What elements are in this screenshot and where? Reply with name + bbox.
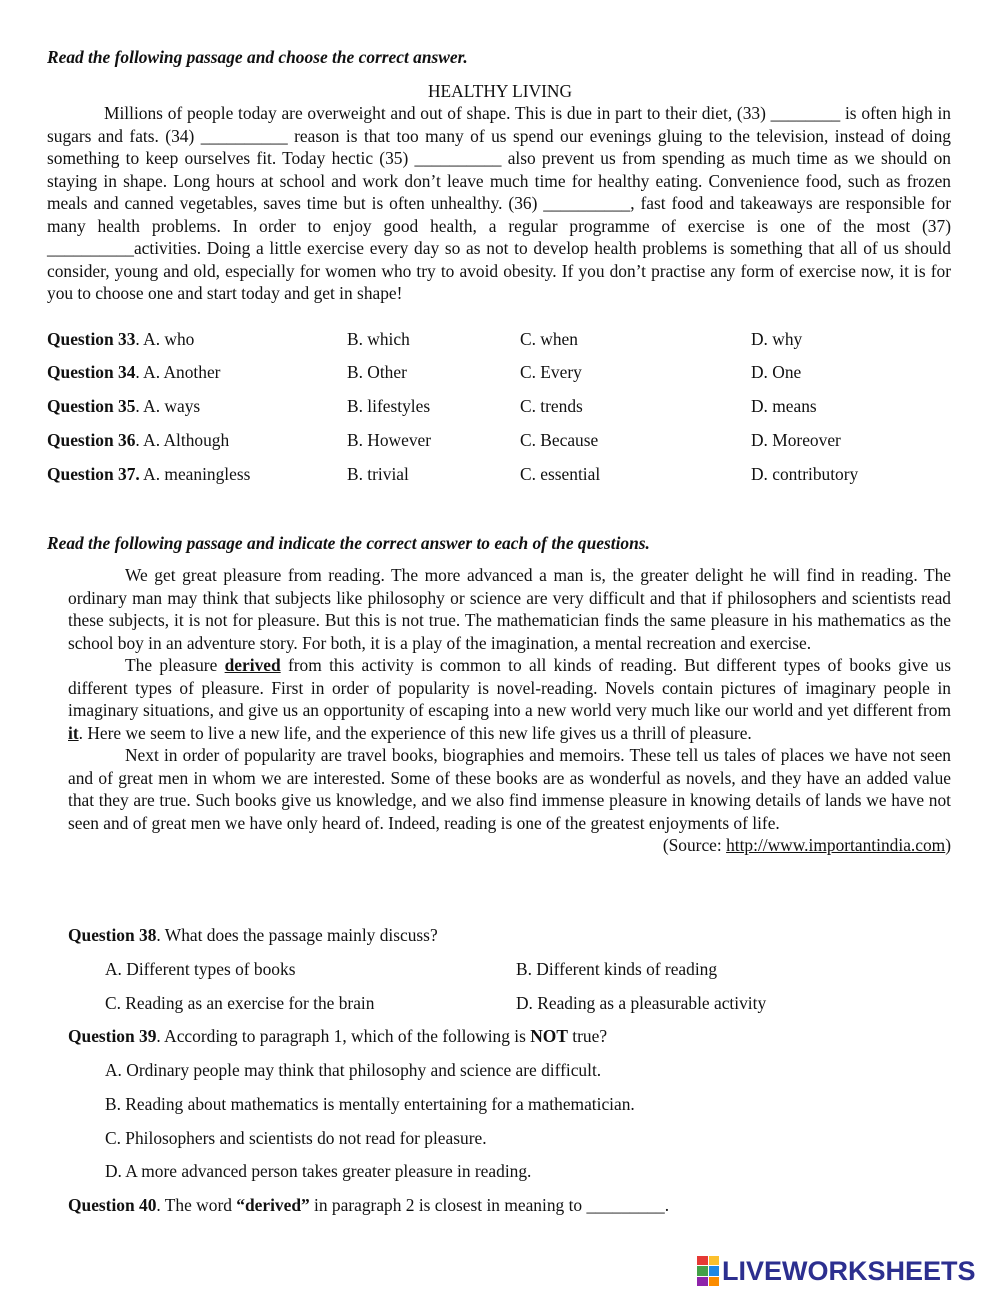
question-label: Question 37. xyxy=(47,464,140,484)
question-label: Question 33 xyxy=(47,329,136,349)
option-a[interactable]: A. Although xyxy=(143,430,230,450)
question-label: Question 36 xyxy=(47,430,136,450)
logo-text: LIVEWORKSHEETS xyxy=(722,1256,976,1286)
question-36: Question 36. A. Although B. However C. Because D. Moreover xyxy=(47,430,841,450)
option-d[interactable]: D. Moreover xyxy=(751,430,841,450)
section1-instruction: Read the following passage and choose the correct answer. xyxy=(47,47,468,67)
option-a[interactable]: A. who xyxy=(143,329,195,349)
q39-option-a[interactable]: A. Ordinary people may think that philosophy and science are difficult. xyxy=(105,1060,602,1080)
paragraph-3: Next in order of popularity are travel books, biographies and memoirs. These tell us tales of places we have not seen and of great men in whom we are interested. Some of these books are as wonderful as novels, and they have an added value that they are true. Such books give us knowledge, and we also find immense pleasure in knowing details of lands we have not seen and of great men we have only heard of. Indeed, reading is one of the greatest enjoyments of life. xyxy=(68,745,951,833)
question-37 xyxy=(0,463,1000,487)
section2-instruction: Read the following passage and indicate the correct answer to each of the questions. xyxy=(47,533,650,553)
question-39: Question 39. According to paragraph 1, which of the following is NOT true? xyxy=(68,1026,608,1046)
underlined-word-derived: derived xyxy=(224,655,281,675)
option-d[interactable]: D. means xyxy=(751,396,817,416)
question-40: Question 40. The word “derived” in paragraph 2 is closest in meaning to _________. xyxy=(68,1195,670,1215)
passage-healthy-living xyxy=(47,102,951,305)
option-c[interactable]: C. Every xyxy=(520,362,582,382)
option-d[interactable]: D. why xyxy=(751,329,803,349)
question-label: Question 38 xyxy=(68,925,157,945)
option-a[interactable]: A. Another xyxy=(143,362,221,382)
passage-text: Millions of people today are overweight and out of shape. This is due in part to their diet, (33) ________ is often high in sugars and fats. (34) __________ reason is that too many of us spend our evenings gluing to the television, instead of doing something to keep ourselves fit. Today hectic (35) __________ also prevent us from spending as much time as we should on staying in shape. Long hours at school and work don’t leave much time for healthy eating. Convenience food, such as frozen meals and canned vegetables, saves time but is often unhealthy. (36) __________, fast food and takeaways are responsible for many health problems. In order to enjoy good health, a regular programme of exercise is one of the most (37) __________activities. Doing a little exercise every day so as not to develop health problems is something that all of us should consider, young and old, especially for women who try to avoid obesity. If you don’t practise any form of exercise now, it is for you to choose one and start today and get in shape! xyxy=(47,103,951,303)
option-d[interactable]: D. contributory xyxy=(751,464,859,484)
question-label: Question 40 xyxy=(68,1195,157,1215)
question-34: Question 34. A. Another B. Other C. Every D. One xyxy=(47,362,802,382)
passage-title: HEALTHY LIVING xyxy=(427,81,573,101)
paragraph-2: The pleasure derived from this activity is common to all kinds of reading. But different types of books give us different types of pleasure. First in order of popularity is novel-reading. Novels contain pictures of imaginary people in imaginary situations, and give us an opportunity of escaping into a new world very much like our world and yet different from it. Here we seem to live a new life, and the experience of this new life gives us a thrill of pleasure. xyxy=(68,655,952,743)
q38-option-a[interactable]: A. Different types of books xyxy=(105,959,296,979)
question-label: Question 39 xyxy=(68,1026,157,1046)
option-a[interactable]: A. ways xyxy=(143,396,201,416)
question-label: Question 35 xyxy=(47,396,136,416)
q38-option-b[interactable]: B. Different kinds of reading xyxy=(516,959,718,979)
option-b[interactable]: B. trivial xyxy=(347,464,409,484)
option-a[interactable]: A. meaningless xyxy=(143,464,251,484)
option-b[interactable]: B. However xyxy=(347,430,432,450)
question-35: Question 35. A. ways B. lifestyles C. trends D. means xyxy=(47,396,817,416)
source-link[interactable]: http://www.importantindia.com xyxy=(726,835,946,855)
liveworksheets-logo-icon xyxy=(697,1256,719,1286)
option-c[interactable]: C. essential xyxy=(520,464,601,484)
paragraph-1: We get great pleasure from reading. The more advanced a man is, the greater delight he will find in reading. The ordinary man may think that subjects like philosophy or science are very difficult and that if philosophers and scientists read these subjects, it is not for pleasure. But this is not true. The mathematician finds the same pleasure in his mathematics as the school boy in an adventure story. For both, it is a play of the imagination, a mental recreation and exercise. xyxy=(68,565,951,653)
option-b[interactable]: B. which xyxy=(347,329,410,349)
q38-option-c[interactable]: C. Reading as an exercise for the brain xyxy=(105,993,375,1013)
q38-option-d[interactable]: D. Reading as a pleasurable activity xyxy=(516,993,767,1013)
option-c[interactable]: C. when xyxy=(520,329,578,349)
option-d[interactable]: D. One xyxy=(751,362,802,382)
option-b[interactable]: B. lifestyles xyxy=(347,396,431,416)
q39-option-c[interactable]: C. Philosophers and scientists do not read for pleasure. xyxy=(105,1128,487,1148)
option-b[interactable]: B. Other xyxy=(347,362,407,382)
passage-reading xyxy=(68,564,951,857)
question-33: Question 33. A. who B. which C. when D. why xyxy=(47,329,803,349)
q39-option-d[interactable]: D. A more advanced person takes greater pleasure in reading. xyxy=(105,1161,532,1181)
source-citation: (Source: http://www.importantindia.com) xyxy=(662,835,951,855)
q39-option-b[interactable]: B. Reading about mathematics is mentally entertaining for a mathematician. xyxy=(105,1094,635,1114)
liveworksheets-logo xyxy=(697,1254,997,1288)
question-38: Question 38. What does the passage mainly discuss? xyxy=(68,925,438,945)
option-c[interactable]: C. trends xyxy=(520,396,583,416)
underlined-word-it: it xyxy=(68,722,79,743)
question-label: Question 34 xyxy=(47,362,136,382)
option-c[interactable]: C. Because xyxy=(520,430,599,450)
